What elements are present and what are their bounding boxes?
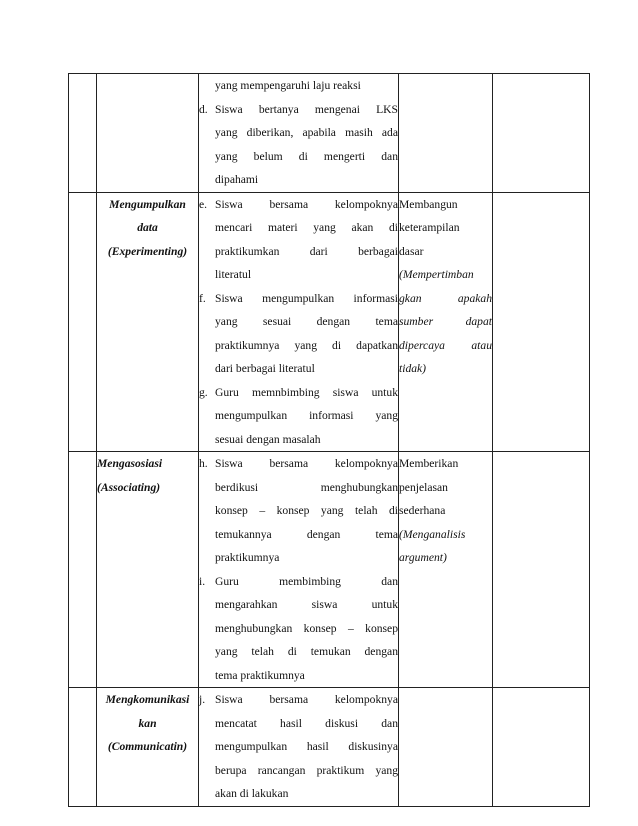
activity-cell bbox=[199, 192, 399, 452]
thinking-skill-line: (Mempertimban bbox=[399, 268, 474, 281]
activity-line: Siswa bersama kelompoknya bbox=[215, 693, 398, 706]
activity-line: dipahami bbox=[215, 173, 259, 186]
number-cell bbox=[69, 74, 97, 193]
notes-cell bbox=[493, 192, 590, 452]
activity-item-text bbox=[215, 193, 398, 287]
activity-line: mengumpulkan hasil diskusinya bbox=[215, 740, 398, 753]
activity-item-label: j. bbox=[199, 693, 206, 706]
activity-line: Siswa bersama kelompoknya bbox=[215, 457, 398, 470]
activity-line: yang belum di mengerti dan bbox=[215, 149, 398, 163]
learning-stage-line: data bbox=[137, 221, 158, 234]
activity-line: Siswa bersama kelompoknya bbox=[215, 197, 398, 211]
thinking-skill-cell bbox=[399, 192, 493, 452]
activity-item bbox=[199, 688, 398, 806]
activity-item-text bbox=[215, 688, 398, 806]
thinking-skill-line: dasar bbox=[399, 244, 424, 258]
thinking-skill-cell bbox=[399, 688, 493, 807]
thinking-skill-line: keterampilan bbox=[399, 221, 460, 234]
activity-line: Siswa mengumpulkan informasi bbox=[215, 291, 398, 305]
activity-line: Guru membimbing dan bbox=[215, 574, 398, 588]
activity-item-text bbox=[215, 287, 398, 381]
thinking-skill-line: sederhana bbox=[399, 504, 446, 517]
learning-stage-line: (Experimenting) bbox=[107, 244, 188, 258]
activity-item-text bbox=[215, 98, 398, 192]
activity-line: berdikusi menghubungkan bbox=[215, 480, 398, 494]
activity-item-label bbox=[199, 74, 215, 98]
activity-item bbox=[199, 381, 398, 452]
activity-cell bbox=[199, 452, 399, 688]
notes-cell bbox=[493, 688, 590, 807]
activity-line: yang diberikan, apabila masih ada bbox=[215, 126, 398, 139]
activity-item bbox=[199, 287, 398, 381]
activity-line: konsep – konsep yang telah di bbox=[215, 504, 398, 517]
activity-line: yang mempengaruhi laju reaksi bbox=[215, 79, 361, 92]
thinking-skill-line: penjelasan bbox=[399, 480, 448, 494]
table-row bbox=[69, 452, 590, 688]
activity-line: Guru memnbimbing siswa untuk bbox=[215, 385, 398, 399]
learning-stage-line: kan bbox=[138, 716, 157, 730]
number-cell bbox=[69, 192, 97, 452]
activity-line: temukannya dengan tema bbox=[215, 527, 398, 541]
lesson-activity-table bbox=[68, 73, 590, 807]
thinking-skill-cell bbox=[399, 74, 493, 193]
activity-line: berupa rancangan praktikum yang bbox=[215, 763, 398, 777]
notes-cell bbox=[493, 452, 590, 688]
activity-line: literatul bbox=[215, 268, 252, 281]
activity-item-label: d. bbox=[199, 102, 208, 116]
activity-item bbox=[199, 98, 398, 192]
learning-stage-line: (Communicatin) bbox=[107, 740, 188, 753]
table-row bbox=[69, 688, 590, 807]
activity-line: mencari materi yang akan di bbox=[215, 221, 398, 234]
activity-item bbox=[199, 74, 398, 98]
activity-item bbox=[199, 570, 398, 688]
activity-line: praktikumnya bbox=[215, 551, 280, 564]
thinking-skill-cell bbox=[399, 452, 493, 688]
thinking-skill-line: sumber dapat bbox=[399, 315, 492, 328]
table-row bbox=[69, 74, 590, 193]
thinking-skill-line: tidak) bbox=[399, 362, 427, 375]
thinking-skill-line: (Menganalisis bbox=[399, 527, 466, 541]
number-cell bbox=[69, 688, 97, 807]
learning-stage-cell bbox=[97, 688, 199, 807]
table-row bbox=[69, 192, 590, 452]
notes-cell bbox=[493, 74, 590, 193]
learning-stage-line: Mengasosiasi bbox=[97, 457, 163, 470]
activity-cell bbox=[199, 688, 399, 807]
activity-cell bbox=[199, 74, 399, 193]
activity-item bbox=[199, 452, 398, 570]
activity-line: akan di lakukan bbox=[215, 787, 289, 800]
activity-line: menghubungkan konsep – konsep bbox=[215, 621, 398, 635]
activity-item-text bbox=[215, 381, 398, 452]
activity-line: Siswa bertanya mengenai LKS bbox=[215, 102, 398, 116]
thinking-skill-line: argument) bbox=[399, 551, 447, 564]
activity-line: yang telah di temukan dengan bbox=[215, 645, 398, 658]
activity-line: praktikumnya yang di dapatkan bbox=[215, 338, 398, 352]
activity-line: mengumpulkan informasi yang bbox=[215, 409, 398, 422]
activity-line: praktikumkan dari berbagai bbox=[215, 244, 398, 258]
number-cell bbox=[69, 452, 97, 688]
thinking-skill-line: Membangun bbox=[399, 197, 458, 211]
activity-item-label: g. bbox=[199, 385, 208, 399]
activity-line: dari berbagai literatul bbox=[215, 362, 315, 375]
activity-item-text bbox=[215, 570, 398, 688]
thinking-skill-line: gkan apakah bbox=[399, 291, 492, 305]
activity-item-text bbox=[215, 452, 398, 570]
thinking-skill-line: Memberikan bbox=[399, 457, 459, 470]
activity-line: tema praktikumnya bbox=[215, 668, 305, 682]
learning-stage-cell bbox=[97, 192, 199, 452]
activity-item bbox=[199, 193, 398, 287]
learning-stage-line: Mengkomunikasi bbox=[105, 693, 190, 706]
learning-stage-line: (Associating) bbox=[97, 480, 161, 494]
activity-item-text bbox=[215, 74, 398, 98]
activity-line: mengarahkan siswa untuk bbox=[215, 598, 398, 611]
activity-item-label: i. bbox=[199, 574, 206, 588]
learning-stage-cell bbox=[97, 74, 199, 193]
activity-line: mencatat hasil diskusi dan bbox=[215, 716, 398, 730]
activity-line: yang sesuai dengan tema bbox=[215, 315, 398, 328]
activity-item-label: h. bbox=[199, 457, 208, 470]
thinking-skill-line: dipercaya atau bbox=[399, 338, 492, 352]
activity-item-label: f. bbox=[199, 291, 206, 305]
activity-item-label: e. bbox=[199, 197, 208, 211]
learning-stage-cell bbox=[97, 452, 199, 688]
activity-line: sesuai dengan masalah bbox=[215, 432, 321, 446]
learning-stage-line: Mengumpulkan bbox=[109, 197, 186, 211]
